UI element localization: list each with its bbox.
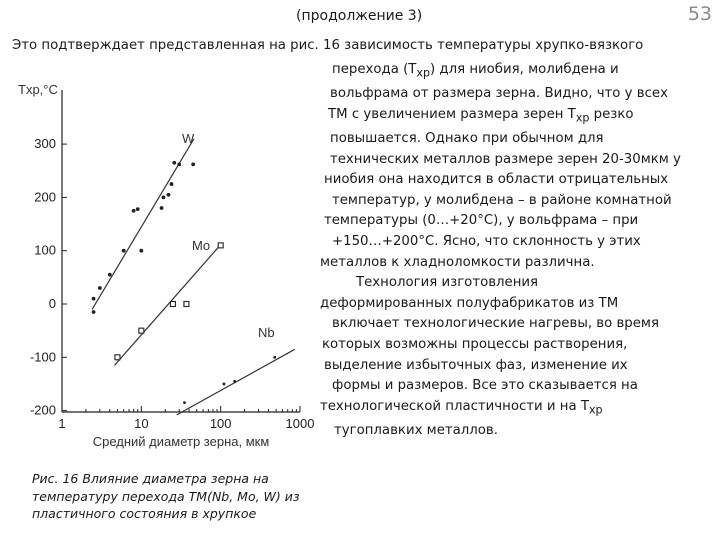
text-line: перехода $(T_{хр})$ для ниобия, молибдена и bbox=[332, 62, 619, 80]
data-point-mo bbox=[184, 302, 189, 307]
caption-line: Рис. 16 Влияние диаметра зерна на bbox=[32, 471, 269, 486]
y-tick-label: 0 bbox=[48, 296, 56, 311]
text-line: +150…+200°С. Ясно, что склонность у этих bbox=[332, 234, 641, 250]
data-point-nb bbox=[223, 383, 226, 386]
chart-axes bbox=[18, 82, 314, 449]
text-line: технологической пластичности и на $T_{хр}$ bbox=[320, 398, 603, 417]
text-line: температуры (0…+20°С), у вольфрама – при bbox=[324, 213, 639, 229]
text-line: которых возможны процессы растворения, bbox=[322, 337, 628, 353]
caption-line: температуру перехода ТМ(Nb, Mo, W) из bbox=[32, 488, 300, 504]
text-line: вольфрама от размера зерна. Видно, что у всех bbox=[330, 86, 668, 102]
series-label-nb: Nb bbox=[258, 325, 275, 340]
text-line: ТМ с увеличением размера зерен $T_{хр}$ резко bbox=[328, 106, 634, 125]
text-line: температур, у молибдена – в районе комнатной bbox=[332, 192, 672, 208]
page-number: 53 bbox=[687, 3, 712, 25]
data-point-w bbox=[160, 206, 164, 210]
series-label-w: W bbox=[182, 131, 195, 146]
data-point-w bbox=[108, 273, 112, 277]
figure-caption bbox=[32, 470, 332, 523]
fit-line-nb bbox=[177, 349, 295, 415]
data-point-nb bbox=[273, 356, 276, 359]
text-line: выделение избыточных фаз, изменение их bbox=[324, 357, 628, 373]
data-point-w bbox=[136, 207, 140, 211]
text-line: Технология изготовления bbox=[356, 275, 539, 291]
x-axis-label: Средний диаметр зерна, мкм bbox=[92, 434, 270, 449]
data-point-w bbox=[92, 297, 96, 301]
data-point-w bbox=[167, 193, 171, 197]
data-point-w bbox=[162, 196, 166, 200]
text-line: формы и размеров. Все это сказывается на bbox=[332, 378, 638, 394]
y-tick-label: -200 bbox=[29, 402, 56, 418]
text-line: включает технологические нагревы, во время bbox=[332, 316, 659, 332]
data-point-w bbox=[170, 182, 174, 186]
y-tick-label: -100 bbox=[29, 349, 56, 365]
y-tick-label: 200 bbox=[34, 189, 56, 205]
text-line: ниобия она находится в области отрицательных bbox=[324, 172, 669, 188]
caption-line: пластичного состояния в хрупкое bbox=[32, 506, 257, 521]
lead-sentence: Это подтверждает представленная на рис. 16 зависимость температуры хрупко-вязкого bbox=[12, 38, 644, 53]
data-point-mo bbox=[218, 243, 223, 248]
data-point-nb bbox=[183, 401, 186, 404]
text-line: тугоплавких металлов. bbox=[334, 423, 498, 439]
data-point-mo bbox=[170, 302, 175, 307]
x-tick-label: 1000 bbox=[285, 416, 315, 431]
series-label-mo: Mo bbox=[192, 238, 211, 253]
x-tick-label: 100 bbox=[209, 416, 232, 431]
chart-marks bbox=[92, 131, 295, 415]
continuation-header: (продолжение 3) bbox=[296, 8, 423, 24]
data-point-w bbox=[139, 249, 143, 253]
data-point-nb bbox=[233, 380, 236, 383]
y-tick-label: 300 bbox=[34, 136, 56, 152]
data-point-w bbox=[172, 161, 176, 165]
text-line: повышается. Однако при обычном для bbox=[330, 131, 604, 147]
text-line: металлов к хладноломкости различна. bbox=[320, 254, 595, 270]
fit-line-mo bbox=[115, 243, 223, 366]
data-point-w bbox=[177, 162, 181, 166]
data-point-mo bbox=[115, 355, 120, 360]
data-point-w bbox=[191, 162, 195, 166]
text-line: технических металлов размере зерен 20-30мкм у bbox=[330, 151, 681, 167]
data-point-w bbox=[122, 249, 126, 253]
data-point-w bbox=[132, 209, 136, 213]
y-tick-label: 100 bbox=[34, 242, 56, 258]
text-line: деформированных полуфабрикатов из ТМ bbox=[320, 295, 619, 311]
x-tick-label: 10 bbox=[134, 416, 149, 431]
data-point-w bbox=[92, 310, 96, 314]
y-axis-label: Tхр,°С bbox=[18, 82, 58, 97]
data-point-w bbox=[98, 286, 102, 290]
x-tick-label: 1 bbox=[58, 416, 66, 431]
data-point-mo bbox=[139, 328, 144, 333]
